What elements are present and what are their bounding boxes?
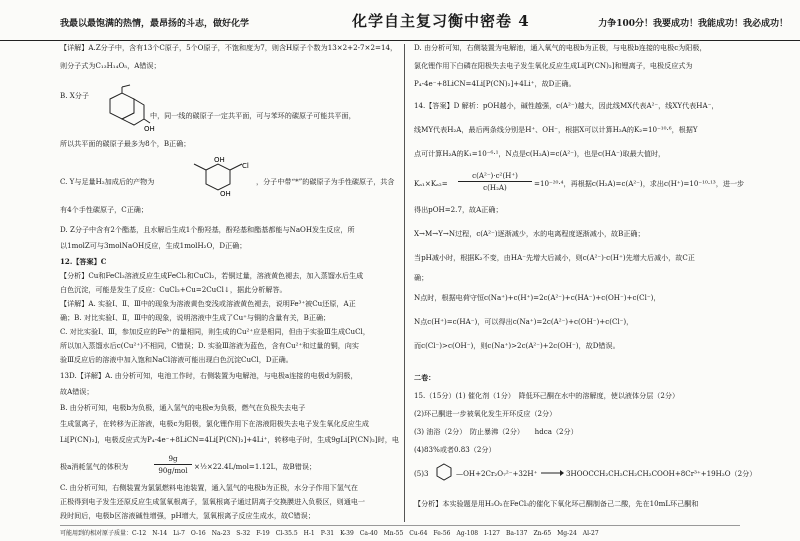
text-line: 极a消耗氢气的体积为 xyxy=(60,462,129,471)
text-line: N点时，根据电荷守恒c(Na⁺)+c(H⁺)=2c(A²⁻)+c(HA⁻)+c(OH⁻)+c(Cl⁻)， xyxy=(414,293,661,302)
text-line: 【分析】本实验题是用H₂O₂在FeCl₃的催化下氧化环己酮制备己二酸，先在10mL环己酮和 xyxy=(414,499,699,508)
text-line: D. Z分子中含有2个酯基，且水解后生成1个酚羟基，酚羟基和酯基都能与NaOH发生反应，所 xyxy=(60,225,355,234)
page-header xyxy=(0,0,800,41)
text-line: 所以加入蒸馏水后c(Cu²⁺)不相同，C错误；D. 实验Ⅲ溶液为蓝色，含有Cu²⁺和过量的铜，向实 xyxy=(60,341,359,350)
text-line: 3HOOCCH₂CH₂CH₂CH₂COOH+8Cr³⁺+19H₂O（2分） xyxy=(566,469,757,478)
text-line: 而c(Cl⁻)>c(OH⁻)，则c(Na⁺)>2c(A²⁻)+2c(OH⁻)，故D错误。 xyxy=(414,341,620,350)
text-line: 中，同一线的碳原子一定共平面，可与苯环的碳原子可能共平面， xyxy=(150,111,356,120)
text-line: (4)83%或者0.83（2分） xyxy=(414,445,496,454)
text-line: 白色沉淀，可能是发生了反应：CuCl₂+Cu=2CuCl↓，据此分析解答。 xyxy=(60,285,287,294)
reaction-arrow-icon xyxy=(540,468,564,478)
text-line: ×½×22.4L/mol=1.12L，故B错误； xyxy=(194,462,317,471)
x-molecule-structure-icon xyxy=(100,87,155,135)
text-line: ，分子中带“*”的碳原子为手性碳原子，共含 xyxy=(256,177,395,186)
header-motto: 我最以最饱满的热情，最昂扬的斗志，做好化学 xyxy=(60,19,250,29)
text-line: 生成氢离子，在转移为正溶液，电极c为阳极，氯化锂作用下在溶液阳极失去电子发生氧化反应生成 xyxy=(60,419,370,428)
text-line: 确；B. 对比实验Ⅰ、Ⅱ，Ⅲ中的现象，说明溶液中生成了Cu⁺与铜的含量有关，B正确； xyxy=(60,313,331,322)
text-line: 以1molZ可与3molNaOH反应，生成1molH₂O，D正确； xyxy=(60,241,247,250)
header-slogan: 力争100分！我要成功！我能成功！我必成功！ xyxy=(598,19,788,29)
atomic-mass-footer: 可能用到的相对原子质量：C-12 N-14 Li-7 O-16 Na-23 S-32 F-19 Cl-35.5 H-1 P-31 K-39 Ca-40 Mn-55 Cu-64 Fe-56 Ag-108 I-127 Ba-137 Zn-65 Mg-24 Al-27 xyxy=(60,525,740,537)
page-title: 化学自主复习衡中密卷 4 xyxy=(352,12,530,30)
text-line: 点可计算H₂A的K₁=10⁻⁶·¹，N点是c(H₂A)=c(A²⁻)，也是c(HA⁻)取最大值时， xyxy=(414,149,666,158)
text-line: 线MY代表H₂A，最后两条线分别是H⁺、OH⁻，根据X可以计算H₂A的K₂=10⁻¹⁰·⁶，根据Y xyxy=(414,125,698,134)
right-column xyxy=(414,44,792,522)
text-line: 【分析】Cu和FeCl₃溶液反应生成FeCl₂和CuCl₂，若铜过量，溶液黄色褪去，加入蒸馏水后生成 xyxy=(60,271,364,280)
text-line: D. 由分析可知，右侧装置为电解池，通入氧气的电极b为正极，与电极b连接的电极c为阳极， xyxy=(414,43,707,52)
text-line: 正极得到电子发生还原反应生成氢氧根离子，氢氧根离子通过阴离子交换膜进入负极区，则通电一 xyxy=(60,497,366,506)
text-line: 【详解】A. 实验Ⅰ、Ⅱ、Ⅲ中的现象为溶液黄色变浅或溶液黄色褪去，说明Fe³⁺被Cu还原，A正 xyxy=(60,299,356,308)
text-line: C. 对比实验Ⅰ、Ⅲ，参加反应的Fe³⁺的量相同，则生成的Cu²⁺应是相同，但由于实验Ⅲ生成CuCl， xyxy=(60,327,370,336)
text-line: 当pH减小时，根据K₂不变，由HA⁻先增大后减小，则c(A²⁻)·c(H⁺)先增大后减小，故C正 xyxy=(414,253,695,262)
text-line: Kₐ₁×Kₐ₂= xyxy=(414,179,448,188)
text-line: X→M→Y→N过程，c(A²⁻)逐渐减少，水的电离程度逐渐减小，故B正确； xyxy=(414,229,645,238)
text-line: (5)3 xyxy=(414,469,429,478)
text-line: 氯化锂作用下白磷在阳极失去电子发生氧化反应生成Li[P(CN)₂]和锂离子，电极反应式为 xyxy=(414,61,693,70)
text-line: (2)环己酮进一步被氧化发生开环反应（2分） xyxy=(414,409,557,418)
text-line: B. 由分析可知，电极b为负极，通入氢气的电极e为负极，燃气在负极失去电子 xyxy=(60,403,306,412)
text-line: B. X分子 xyxy=(60,91,89,100)
text-line: Li[P(CN)₂]，电极反应式为P₄-4e⁻+8LiCN=4Li[P(CN)₂]+4Li⁺，转移电子时，生成9gLi[P(CN)₂]时，电 xyxy=(60,435,399,444)
answer-heading: 12.【答案】C xyxy=(60,257,107,266)
text-line: N点c(H⁺)=c(HA⁻)，可以得出c(Na⁺)=2c(A²⁻)+c(OH⁻)+c(Cl⁻)， xyxy=(414,317,634,326)
text-line: 得出pOH=2.7，故A正确； xyxy=(414,205,503,214)
text-line: C. 由分析可知，右侧装置为氯氯燃料电池装置，通入氢气的电极b为正极，水分子作用下氢气在 xyxy=(60,483,358,492)
fraction-denominator: c(H₂A) xyxy=(483,183,507,192)
text-line: 有4个手性碳原子，C正确； xyxy=(60,205,148,214)
text-line: (3) 油浴（2分） 防止暴沸（2分） hdca（2分） xyxy=(414,427,578,436)
svg-text:OH: OH xyxy=(144,125,155,133)
svg-text:OH: OH xyxy=(214,156,225,164)
text-line: 故A错误； xyxy=(60,387,94,396)
svg-text:OH: OH xyxy=(220,190,231,198)
text-line: 确； xyxy=(414,273,429,282)
section-heading: 二卷： xyxy=(414,373,436,382)
y-hydrogenated-product-icon xyxy=(184,156,254,198)
text-line: =10⁻²⁰·⁴，再根据c(H₂A)=c(A²⁻)，求出c(H⁺)=10⁻¹⁰·¹³，进一步 xyxy=(534,179,745,188)
fraction-denominator: 90g/mol xyxy=(158,466,188,475)
fraction-bar xyxy=(458,181,532,182)
text-line: 14.【答案】D 解析：pOH越小，碱性越强，c(A²⁻)越大，因此线MX代表A²⁻，线XY代表HA⁻， xyxy=(414,101,719,110)
text-line: C. Y与足量H₂加成后的产物为 xyxy=(60,177,155,186)
fraction-numerator: c(A²⁻)·c²(H⁺) xyxy=(472,171,518,180)
text-line: —OH+2Cr₂O₇²⁻+32H⁺ xyxy=(456,469,538,478)
fraction-bar xyxy=(154,464,192,465)
text-line: 【详解】A.Z分子中，含有13个C原子，5个O原子，不饱和度为7，则含H原子个数为13×2+2-7×2=14， xyxy=(60,43,398,52)
text-line: 13D.【详解】A. 由分析可知，电池工作时，右侧装置为电解池，与电极a连接的电极d为阴极， xyxy=(60,371,358,380)
text-line: 验Ⅲ反应后的溶液中加入饱和NaCl溶液可能出现白色沉淀CuCl，D正确。 xyxy=(60,355,293,364)
text-line: 段时间后，电极b区溶液碱性增强，pH增大，氢氧根离子反应生成水，故C错误； xyxy=(60,511,315,520)
column-divider xyxy=(404,44,405,522)
cyclohexanol-ring-icon xyxy=(434,462,454,482)
left-column xyxy=(60,43,399,522)
text-line: 所以共平面的碳原子最多为8个，B正确； xyxy=(60,139,191,148)
text-line: P₄-4e⁻+8LiCN=4Li[P(CN)₂]+4Li⁺，故D正确。 xyxy=(414,79,576,88)
svg-text:Cl: Cl xyxy=(242,162,249,170)
fraction-numerator: 9g xyxy=(168,454,178,463)
text-line: 15.（15分）(1) 催化剂（1分） 降低环己酮在水中的溶解度，使以液体分层（2分） xyxy=(414,391,680,400)
text-line: 则分子式为C₁₃H₁₄O₅，A错误； xyxy=(60,61,161,70)
